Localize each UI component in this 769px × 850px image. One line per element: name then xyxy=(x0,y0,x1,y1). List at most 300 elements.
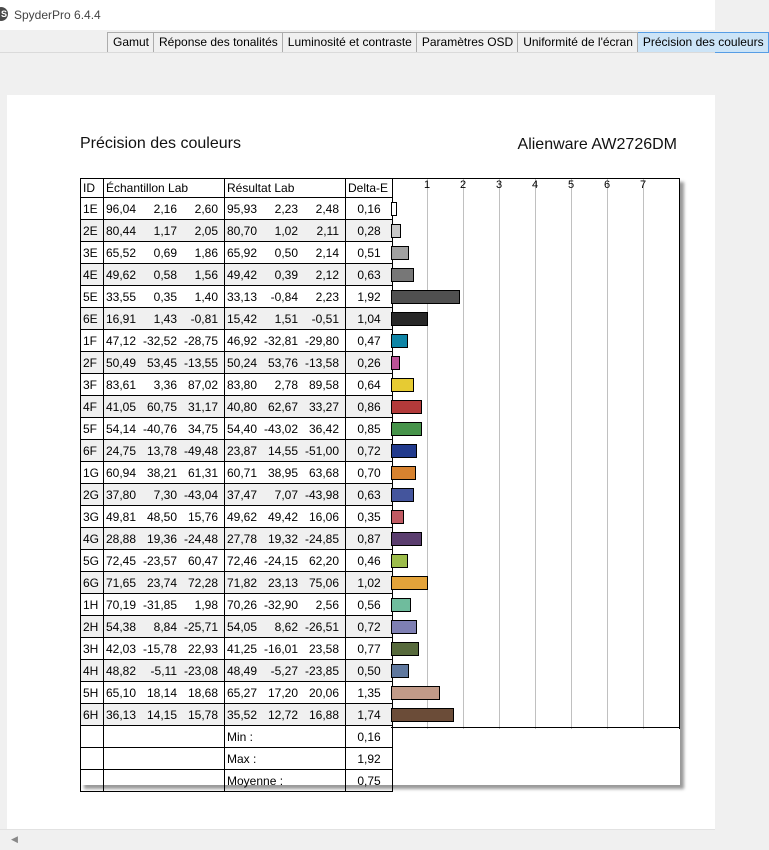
lab-value: 16,06 xyxy=(308,509,339,524)
delta-e-bar xyxy=(391,202,397,216)
lab-value: 2,23 xyxy=(315,289,339,304)
tab-divider xyxy=(0,52,715,53)
summary-empty xyxy=(81,770,104,792)
app-logo-icon: S xyxy=(0,7,8,21)
lab-value: -24,48 xyxy=(183,531,218,546)
lab-value: 37,47 xyxy=(226,487,257,502)
lab-value: 83,61 xyxy=(105,377,136,392)
lab-value: 50,49 xyxy=(105,355,136,370)
summary-label: Min : xyxy=(225,726,346,748)
lab-value: 27,78 xyxy=(226,531,257,546)
lab-value: 2,23 xyxy=(274,201,298,216)
result-lab-cell xyxy=(225,286,346,308)
lab-value: 60,94 xyxy=(105,465,136,480)
delta-e-value: 0,64 xyxy=(346,374,393,396)
lab-values xyxy=(225,488,343,502)
lab-value: -43,02 xyxy=(263,421,298,436)
delta-e-value: 0,28 xyxy=(346,220,393,242)
lab-values xyxy=(104,598,222,612)
delta-e-value: 0,47 xyxy=(346,330,393,352)
lab-value: 23,58 xyxy=(308,641,339,656)
sample-lab-cell xyxy=(104,374,225,396)
lab-value: 1,98 xyxy=(194,597,218,612)
lab-values xyxy=(104,202,222,216)
lab-value: 36,42 xyxy=(308,421,339,436)
table-row xyxy=(81,440,393,462)
delta-e-bar xyxy=(391,598,411,612)
delta-e-bar xyxy=(391,246,409,260)
lab-values xyxy=(225,620,343,634)
delta-e-value: 0,87 xyxy=(346,528,393,550)
header-result-lab: Résultat Lab xyxy=(225,179,346,198)
lab-value: -26,51 xyxy=(304,619,339,634)
result-lab-cell xyxy=(225,616,346,638)
row-id: 4F xyxy=(81,396,104,418)
lab-value: 19,32 xyxy=(267,531,298,546)
lab-value: 13,78 xyxy=(146,443,177,458)
table-row xyxy=(81,396,393,418)
lab-value: 48,50 xyxy=(146,509,177,524)
sample-lab-cell xyxy=(104,682,225,704)
lab-values xyxy=(225,356,343,370)
sample-lab-cell xyxy=(104,242,225,264)
scale-label: 5 xyxy=(567,179,575,191)
summary-empty xyxy=(104,748,225,770)
lab-values xyxy=(225,400,343,414)
result-lab-cell xyxy=(225,638,346,660)
lab-value: 19,36 xyxy=(146,531,177,546)
table-row xyxy=(81,484,393,506)
lab-value: 16,88 xyxy=(308,707,339,722)
sample-lab-cell xyxy=(104,484,225,506)
result-lab-cell xyxy=(225,704,346,726)
table-row xyxy=(81,286,393,308)
tab-1[interactable]: Réponse des tonalités xyxy=(154,32,283,53)
lab-value: 8,84 xyxy=(153,619,177,634)
delta-e-value: 0,56 xyxy=(346,594,393,616)
lab-values xyxy=(225,642,343,656)
table-row xyxy=(81,220,393,242)
sample-lab-cell xyxy=(104,308,225,330)
lab-value: -49,48 xyxy=(183,443,218,458)
sample-lab-cell xyxy=(104,506,225,528)
scale-label: 3 xyxy=(495,179,503,191)
lab-value: 49,42 xyxy=(267,509,298,524)
lab-value: 36,13 xyxy=(105,707,136,722)
lab-value: 1,86 xyxy=(194,245,218,260)
delta-e-value: 0,77 xyxy=(346,638,393,660)
lab-value: -40,76 xyxy=(142,421,177,436)
row-id: 4H xyxy=(81,660,104,682)
lab-values xyxy=(104,554,222,568)
lab-values xyxy=(225,224,343,238)
lab-value: -32,90 xyxy=(263,597,298,612)
summary-empty xyxy=(104,770,225,792)
lab-value: 3,36 xyxy=(153,377,177,392)
grid-line xyxy=(427,179,428,729)
lab-value: 54,38 xyxy=(105,619,136,634)
summary-label: Max : xyxy=(225,748,346,770)
row-id: 3G xyxy=(81,506,104,528)
delta-e-bar xyxy=(391,664,409,678)
summary-empty xyxy=(81,748,104,770)
lab-values xyxy=(225,576,343,590)
lab-value: 46,92 xyxy=(226,333,257,348)
lab-value: 0,35 xyxy=(153,289,177,304)
delta-e-value: 0,72 xyxy=(346,440,393,462)
lab-values xyxy=(225,246,343,260)
lab-value: -13,58 xyxy=(304,355,339,370)
lab-value: 1,51 xyxy=(274,311,298,326)
result-lab-cell xyxy=(225,418,346,440)
row-id: 1F xyxy=(81,330,104,352)
delta-e-value: 0,72 xyxy=(346,616,393,638)
chart-bottom-line xyxy=(391,727,680,728)
table-row xyxy=(81,418,393,440)
lab-value: 2,16 xyxy=(153,201,177,216)
lab-value: 65,27 xyxy=(226,685,257,700)
table-header-row xyxy=(81,179,393,198)
lab-value: 47,12 xyxy=(105,333,136,348)
table-row xyxy=(81,198,393,220)
row-id: 6F xyxy=(81,440,104,462)
row-id: 5E xyxy=(81,286,104,308)
lab-values xyxy=(104,664,222,678)
lab-value: 35,52 xyxy=(226,707,257,722)
lab-values xyxy=(104,466,222,480)
title-bar xyxy=(0,0,715,30)
lab-value: -28,75 xyxy=(183,333,218,348)
lab-value: 60,71 xyxy=(226,465,257,480)
lab-value: 33,27 xyxy=(308,399,339,414)
lab-values xyxy=(225,444,343,458)
lab-value: 15,42 xyxy=(226,311,257,326)
lab-values xyxy=(104,356,222,370)
summary-value: 1,92 xyxy=(346,748,393,770)
table-row xyxy=(81,242,393,264)
lab-value: 31,17 xyxy=(187,399,218,414)
scroll-left-arrow-icon[interactable]: ◀ xyxy=(11,834,18,844)
window-title: SpyderPro 6.4.4 xyxy=(14,8,101,22)
data-table xyxy=(80,178,393,792)
result-lab-cell xyxy=(225,660,346,682)
lab-value: 89,58 xyxy=(308,377,339,392)
lab-value: -23,57 xyxy=(142,553,177,568)
lab-value: 18,68 xyxy=(187,685,218,700)
result-lab-cell xyxy=(225,550,346,572)
result-lab-cell xyxy=(225,484,346,506)
lab-value: -16,01 xyxy=(263,641,298,656)
lab-value: -24,85 xyxy=(304,531,339,546)
lab-value: 2,05 xyxy=(194,223,218,238)
result-lab-cell xyxy=(225,440,346,462)
lab-value: 62,20 xyxy=(308,553,339,568)
lab-value: 72,46 xyxy=(226,553,257,568)
tab-4[interactable]: Uniformité de l'écran xyxy=(518,32,638,53)
lab-values xyxy=(225,664,343,678)
lab-values xyxy=(225,708,343,722)
lab-values xyxy=(225,466,343,480)
lab-values xyxy=(104,246,222,260)
delta-e-bar xyxy=(391,620,417,634)
result-lab-cell xyxy=(225,198,346,220)
row-id: 3E xyxy=(81,242,104,264)
lab-value: 65,52 xyxy=(105,245,136,260)
row-id: 4G xyxy=(81,528,104,550)
lab-value: 70,19 xyxy=(105,597,136,612)
lab-value: 80,44 xyxy=(105,223,136,238)
lab-value: 24,75 xyxy=(105,443,136,458)
summary-value: 0,75 xyxy=(346,770,393,792)
lab-value: 61,31 xyxy=(187,465,218,480)
delta-e-value: 0,46 xyxy=(346,550,393,572)
lab-values xyxy=(104,532,222,546)
lab-value: 49,81 xyxy=(105,509,136,524)
lab-value: -29,80 xyxy=(304,333,339,348)
lab-values xyxy=(104,334,222,348)
lab-value: 16,91 xyxy=(105,311,136,326)
lab-value: 75,06 xyxy=(308,575,339,590)
lab-value: 71,82 xyxy=(226,575,257,590)
lab-values xyxy=(104,400,222,414)
lab-value: 53,45 xyxy=(146,355,177,370)
table-row xyxy=(81,638,393,660)
delta-e-value: 0,70 xyxy=(346,462,393,484)
lab-value: 14,55 xyxy=(267,443,298,458)
lab-values xyxy=(225,312,343,326)
header-sample-lab: Échantillon Lab xyxy=(104,179,225,198)
lab-value: 1,17 xyxy=(153,223,177,238)
lab-value: 83,80 xyxy=(226,377,257,392)
grid-line xyxy=(499,179,500,729)
lab-value: 54,40 xyxy=(226,421,257,436)
lab-values xyxy=(104,510,222,524)
header-delta-e: Delta-E xyxy=(346,179,393,198)
header-id: ID xyxy=(81,179,104,198)
tab-0[interactable]: Gamut xyxy=(107,32,154,53)
delta-e-bar xyxy=(391,334,408,348)
lab-value: 49,62 xyxy=(226,509,257,524)
sample-lab-cell xyxy=(104,396,225,418)
summary-row xyxy=(81,770,393,792)
lab-value: 23,13 xyxy=(267,575,298,590)
lab-value: -5,27 xyxy=(270,663,298,678)
delta-e-value: 0,50 xyxy=(346,660,393,682)
delta-e-value: 1,35 xyxy=(346,682,393,704)
lab-value: 1,43 xyxy=(153,311,177,326)
lab-value: 2,12 xyxy=(315,267,339,282)
result-lab-cell xyxy=(225,330,346,352)
lab-value: 63,68 xyxy=(308,465,339,480)
delta-e-bar xyxy=(391,290,460,304)
lab-value: 80,70 xyxy=(226,223,257,238)
lab-values xyxy=(225,378,343,392)
row-id: 6H xyxy=(81,704,104,726)
lab-value: 70,26 xyxy=(226,597,257,612)
table-row xyxy=(81,682,393,704)
result-lab-cell xyxy=(225,396,346,418)
lab-values xyxy=(225,598,343,612)
sample-lab-cell xyxy=(104,660,225,682)
grid-line xyxy=(643,179,644,729)
lab-value: -43,98 xyxy=(304,487,339,502)
row-id: 5G xyxy=(81,550,104,572)
lab-value: -31,85 xyxy=(142,597,177,612)
lab-value: 65,92 xyxy=(226,245,257,260)
row-id: 2F xyxy=(81,352,104,374)
lab-value: 1,56 xyxy=(194,267,218,282)
delta-e-bar xyxy=(391,356,400,370)
lab-value: 40,80 xyxy=(226,399,257,414)
report-title: Précision des couleurs xyxy=(80,135,241,152)
tab-2[interactable]: Luminosité et contraste xyxy=(283,32,417,53)
table-row xyxy=(81,308,393,330)
table-row xyxy=(81,528,393,550)
table-row xyxy=(81,594,393,616)
table-row xyxy=(81,462,393,484)
sample-lab-cell xyxy=(104,572,225,594)
lab-values xyxy=(104,422,222,436)
lab-value: -0,81 xyxy=(190,311,218,326)
lab-value: 2,60 xyxy=(194,201,218,216)
delta-e-bar xyxy=(391,532,422,546)
lab-value: 2,14 xyxy=(315,245,339,260)
lab-values xyxy=(104,488,222,502)
row-id: 2G xyxy=(81,484,104,506)
delta-e-bar xyxy=(391,268,414,282)
lab-value: 37,80 xyxy=(105,487,136,502)
lab-values xyxy=(104,378,222,392)
lab-value: 2,48 xyxy=(315,201,339,216)
summary-value: 0,16 xyxy=(346,726,393,748)
lab-values xyxy=(104,290,222,304)
lab-value: 12,72 xyxy=(267,707,298,722)
lab-value: 62,67 xyxy=(267,399,298,414)
scale-label: 6 xyxy=(603,179,611,191)
lab-value: 65,10 xyxy=(105,685,136,700)
delta-e-value: 1,02 xyxy=(346,572,393,594)
table-row xyxy=(81,550,393,572)
lab-value: 50,24 xyxy=(226,355,257,370)
horizontal-scrollbar[interactable] xyxy=(0,829,715,847)
delta-e-bar xyxy=(391,466,416,480)
sample-lab-cell xyxy=(104,704,225,726)
lab-values xyxy=(225,532,343,546)
lab-value: 23,74 xyxy=(146,575,177,590)
tab-3[interactable]: Paramètres OSD xyxy=(417,32,518,53)
row-id: 6G xyxy=(81,572,104,594)
sample-lab-cell xyxy=(104,528,225,550)
delta-e-value: 1,74 xyxy=(346,704,393,726)
lab-value: 48,49 xyxy=(226,663,257,678)
lab-value: 95,93 xyxy=(226,201,257,216)
result-lab-cell xyxy=(225,242,346,264)
lab-values xyxy=(225,510,343,524)
sample-lab-cell xyxy=(104,638,225,660)
lab-value: 41,25 xyxy=(226,641,257,656)
lab-value: -43,04 xyxy=(183,487,218,502)
result-lab-cell xyxy=(225,528,346,550)
grid-line xyxy=(463,179,464,729)
result-lab-cell xyxy=(225,352,346,374)
lab-value: 7,07 xyxy=(274,487,298,502)
lab-values xyxy=(225,686,343,700)
delta-e-bar xyxy=(391,686,440,700)
lab-value: 0,69 xyxy=(153,245,177,260)
result-lab-cell xyxy=(225,572,346,594)
color-accuracy-table xyxy=(80,178,680,788)
lab-values xyxy=(104,312,222,326)
sample-lab-cell xyxy=(104,418,225,440)
grid-line xyxy=(607,179,608,729)
delta-e-value: 0,16 xyxy=(346,198,393,220)
summary-row xyxy=(81,726,393,748)
sample-lab-cell xyxy=(104,462,225,484)
lab-value: -13,55 xyxy=(183,355,218,370)
lab-values xyxy=(225,422,343,436)
scale-label: 4 xyxy=(531,179,539,191)
table-row xyxy=(81,352,393,374)
result-lab-cell xyxy=(225,594,346,616)
delta-e-bar xyxy=(391,444,417,458)
delta-e-bar xyxy=(391,488,414,502)
result-lab-cell xyxy=(225,220,346,242)
lab-values xyxy=(225,268,343,282)
lab-values xyxy=(104,686,222,700)
lab-value: 96,04 xyxy=(105,201,136,216)
lab-value: 42,03 xyxy=(105,641,136,656)
row-id: 2H xyxy=(81,616,104,638)
summary-empty xyxy=(81,726,104,748)
row-id: 6E xyxy=(81,308,104,330)
delta-e-value: 0,86 xyxy=(346,396,393,418)
row-id: 3F xyxy=(81,374,104,396)
table-row xyxy=(81,660,393,682)
lab-value: 20,06 xyxy=(308,685,339,700)
lab-value: 1,40 xyxy=(194,289,218,304)
lab-value: 15,76 xyxy=(187,509,218,524)
tab-5[interactable]: Précision des couleurs xyxy=(638,32,769,53)
result-lab-cell xyxy=(225,308,346,330)
lab-values xyxy=(104,620,222,634)
table-row xyxy=(81,616,393,638)
lab-value: -32,81 xyxy=(263,333,298,348)
lab-values xyxy=(225,554,343,568)
grid-line xyxy=(535,179,536,729)
lab-value: -23,08 xyxy=(183,663,218,678)
lab-value: -15,78 xyxy=(142,641,177,656)
delta-e-bar xyxy=(391,642,419,656)
delta-e-bar xyxy=(391,708,454,722)
table-row xyxy=(81,572,393,594)
monitor-name: Alienware AW2726DM xyxy=(517,136,677,153)
lab-value: 0,58 xyxy=(153,267,177,282)
lab-value: -32,52 xyxy=(142,333,177,348)
lab-value: 2,56 xyxy=(315,597,339,612)
delta-e-value: 1,04 xyxy=(346,308,393,330)
lab-value: 2,78 xyxy=(274,377,298,392)
lab-value: 28,88 xyxy=(105,531,136,546)
lab-value: 54,14 xyxy=(105,421,136,436)
lab-value: 22,93 xyxy=(187,641,218,656)
row-id: 1E xyxy=(81,198,104,220)
delta-e-bar xyxy=(391,312,428,326)
lab-value: 18,14 xyxy=(146,685,177,700)
row-id: 5H xyxy=(81,682,104,704)
result-lab-cell xyxy=(225,264,346,286)
lab-value: 0,50 xyxy=(274,245,298,260)
lab-value: 72,28 xyxy=(187,575,218,590)
